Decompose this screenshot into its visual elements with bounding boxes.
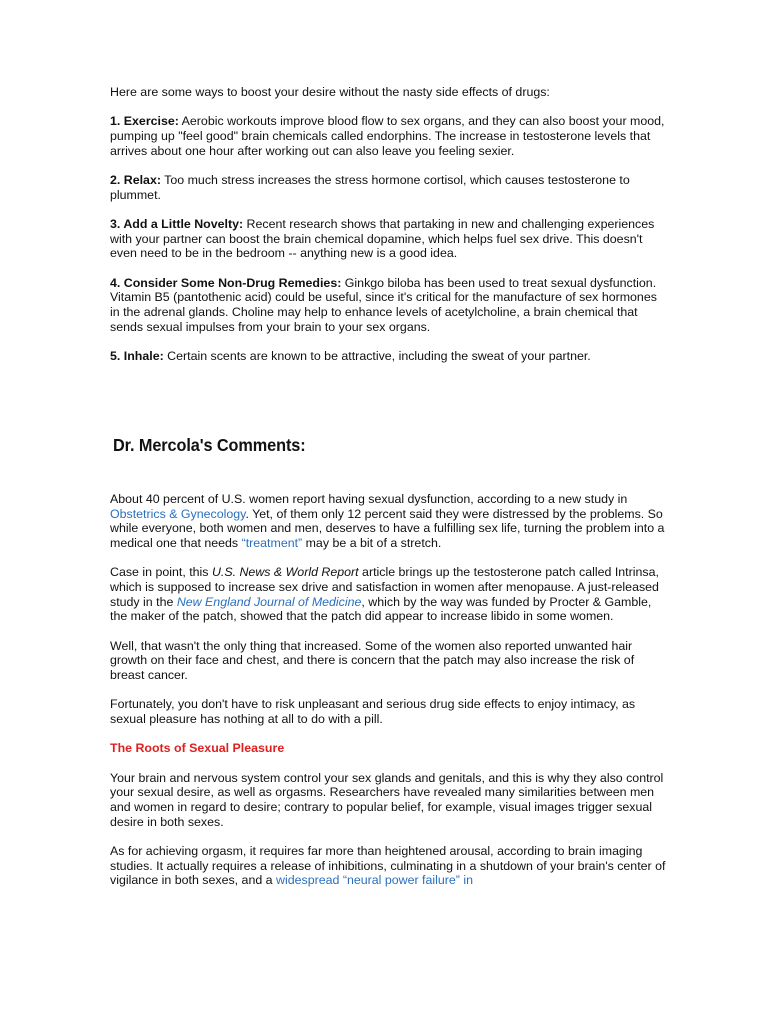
tip-novelty bbox=[110, 217, 668, 261]
tip-exercise bbox=[110, 114, 668, 158]
tip-text: Ginkgo biloba has been used to treat sexual dysfunction. Vitamin B5 (pantothenic acid) could be useful, since it's critical for the manufacture of sex hormones in the adrenal glands. Choline may help to enhance levels of acetylcholine, a brain chemical that sends sexual impulses from your brain to your sex organs. bbox=[110, 275, 657, 334]
text-run: . Yet, of them only 12 percent said they were distressed by the problems. So while everyone, both women and men, deserves to have a fulfilling sex life, turning the problem into a medical one that needs bbox=[110, 506, 665, 550]
text-run: article brings up the testosterone patch called Intrinsa, which is supposed to increase sex drive and satisfaction in women after menopause. A just-released study in the bbox=[110, 565, 659, 609]
subheading-roots: The Roots of Sexual Pleasure bbox=[110, 741, 285, 756]
paragraph-side-effects: Well, that wasn't the only thing that increased. Some of the women also reported unwanted hair growth on their face and chest, and there is concern that the patch may also increase the risk of breast cancer. bbox=[110, 638, 635, 683]
tip-text: Recent research shows that partaking in new and challenging experiences with your partner can boost the brain chemical dopamine, which helps fuel sex drive. This doesn't even need to be in the bedroom -- anything new is a good idea. bbox=[110, 217, 655, 261]
tip-label: 2. Relax: bbox=[110, 173, 161, 187]
text-run: may be a bit of a stretch. bbox=[302, 535, 442, 550]
paragraph-orgasm bbox=[110, 844, 668, 888]
intro-text: Here are some ways to boost your desire without the nasty side effects of drugs: bbox=[110, 85, 550, 99]
text-run: , which by the way was funded by Procter & Gamble, the maker of the patch, showed that the patch did appear to increase libido in some women. bbox=[110, 594, 652, 624]
tip-text: Aerobic workouts improve blood flow to sex organs, and they can also boost your mood, pumping up "feel good" brain chemicals called endorphins. The increase in testosterone levels that arrives about one hour after working out can also leave you feeling sexier. bbox=[110, 114, 665, 158]
paragraph-intrinsa bbox=[110, 565, 668, 624]
tip-text: Certain scents are known to be attractive, including the sweat of your partner. bbox=[163, 349, 591, 364]
link-neural-power-failure[interactable]: widespread “neural power failure” in bbox=[276, 873, 473, 888]
tip-label: 3. Add a Little Novelty: bbox=[110, 217, 244, 231]
text-run: Case in point, this bbox=[110, 565, 212, 580]
publication-title: U.S. News & World Report bbox=[211, 565, 359, 580]
tip-relax bbox=[110, 173, 668, 202]
paragraph-dysfunction-study bbox=[110, 492, 668, 551]
text-run: As for achieving orgasm, it requires far more than heightened arousal, according to brain imaging studies. It actually requires a release of inhibitions, culminating in a shutdown of your brain's center of vigilance in both sexes, and a bbox=[110, 844, 666, 888]
link-obstetrics-gynecology[interactable]: Obstetrics & Gynecology bbox=[110, 506, 246, 521]
tip-remedies bbox=[110, 276, 668, 335]
paragraph-brain-control: Your brain and nervous system control your sex glands and genitals, and this is why they also control your sexual desire, as well as orgasms. Researchers have revealed many similarities between men and women in regard to desire; contrary to popular belief, for example, visual images trigger sexual desire in both sexes. bbox=[110, 770, 664, 829]
link-treatment[interactable]: “treatment” bbox=[241, 535, 303, 550]
tip-label: 5. Inhale: bbox=[110, 349, 164, 364]
text-run: About 40 percent of U.S. women report having sexual dysfunction, according to a new study in bbox=[110, 491, 628, 506]
link-nejm[interactable]: New England Journal of Medicine bbox=[176, 594, 362, 609]
tip-inhale bbox=[110, 349, 668, 364]
tip-text: Too much stress increases the stress hormone cortisol, which causes testosterone to plummet. bbox=[110, 173, 630, 202]
tip-label: 1. Exercise: bbox=[110, 114, 179, 129]
comments-heading: Dr. Mercola's Comments: bbox=[113, 434, 306, 455]
paragraph-intimacy: Fortunately, you don't have to risk unpleasant and serious drug side effects to enjoy intimacy, as sexual pleasure has nothing at all to do with a pill. bbox=[110, 697, 636, 727]
tip-label: 4. Consider Some Non-Drug Remedies: bbox=[110, 275, 342, 290]
